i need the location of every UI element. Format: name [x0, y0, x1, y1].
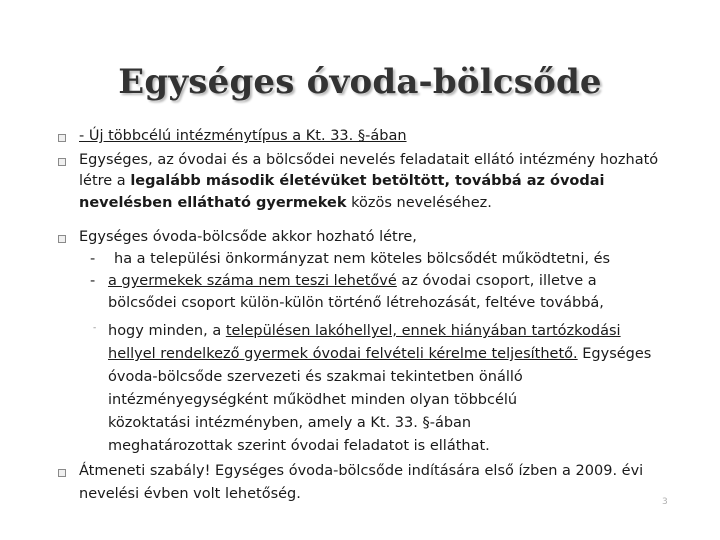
sub-bullet-3-plain: hogy minden, a: [108, 323, 226, 339]
bullet-2-line-3-bold: nevelésben ellátható gyermekek: [79, 195, 347, 211]
bullet-2-line-1: Egységes, az óvodai és a bölcsődei nevelés feladatait ellátó intézmény hozható: [79, 152, 659, 168]
sub-bullet-3-line-5: közoktatási intézményben, amely a Kt. 33. §-ában: [108, 415, 472, 431]
sub-bullet-3-line-1: [108, 322, 621, 341]
bullet-3-line-1: Egységes óvoda-bölcsőde akkor hozható létre,: [79, 229, 417, 245]
sub-bullet-3-underlined: településen lakóhellyel, ennek hiányában tartózkodási: [225, 323, 621, 339]
bullet-square-icon: [58, 158, 66, 166]
bullet-2-line-2: [79, 172, 605, 191]
bullet-2-line-3: [79, 194, 492, 213]
sub-bullet-tick: -: [93, 323, 97, 333]
bullet-square-icon: [58, 134, 66, 142]
sub-bullet-2-plain: az óvodai csoport, illetve a: [396, 273, 597, 289]
page-number: 3: [662, 497, 668, 507]
sub-bullet-2-line-1: [108, 272, 597, 291]
bullet-4-line-1: Átmeneti szabály! Egységes óvoda-bölcsőde indítására első ízben a 2009. évi: [79, 463, 644, 479]
sub-bullet-2-underlined: a gyermekek száma nem teszi lehetővé: [108, 273, 397, 289]
sub-bullet-dash: -: [90, 273, 96, 289]
sub-bullet-3-line-2-plain: Egységes: [577, 346, 652, 362]
sub-bullet-2-line-2: bölcsődei csoport külön-külön történő létrehozását, feltéve továbbá,: [108, 295, 604, 311]
sub-bullet-3-line-6: meghatározottak szerint óvodai feladatot is elláthat.: [108, 438, 490, 454]
sub-bullet-3-line-4: intézményegységként működhet minden olyan többcélú: [108, 392, 518, 408]
sub-bullet-1-text: ha a települési önkormányzat nem köteles bölcsődét működtetni, és: [114, 251, 611, 267]
slide-title: Egységes óvoda-bölcsőde: [118, 62, 602, 102]
sub-bullet-dash: -: [90, 251, 96, 267]
sub-bullet-3-line-3: óvoda-bölcsőde szervezeti és szakmai tekintetben önálló: [108, 369, 523, 385]
sub-bullet-3-line-2: [108, 345, 651, 364]
bullet-2-line-3-plain: közös neveléséhez.: [346, 195, 492, 211]
bullet-square-icon: [58, 235, 66, 243]
bullet-2-line-2-bold: legalább második életévüket betöltött, továbbá az óvodai: [130, 173, 605, 189]
bullet-1-text: - Új többcélú intézménytípus a Kt. 33. §-ában: [79, 128, 407, 144]
bullet-2-line-2-plain: létre a: [79, 173, 131, 189]
bullet-square-icon: [58, 469, 66, 477]
bullet-4-line-2: nevelési évben volt lehetőség.: [79, 486, 301, 502]
sub-bullet-3-line-2-underlined: hellyel rendelkező gyermek óvodai felvételi kérelme teljesíthető.: [108, 346, 578, 362]
